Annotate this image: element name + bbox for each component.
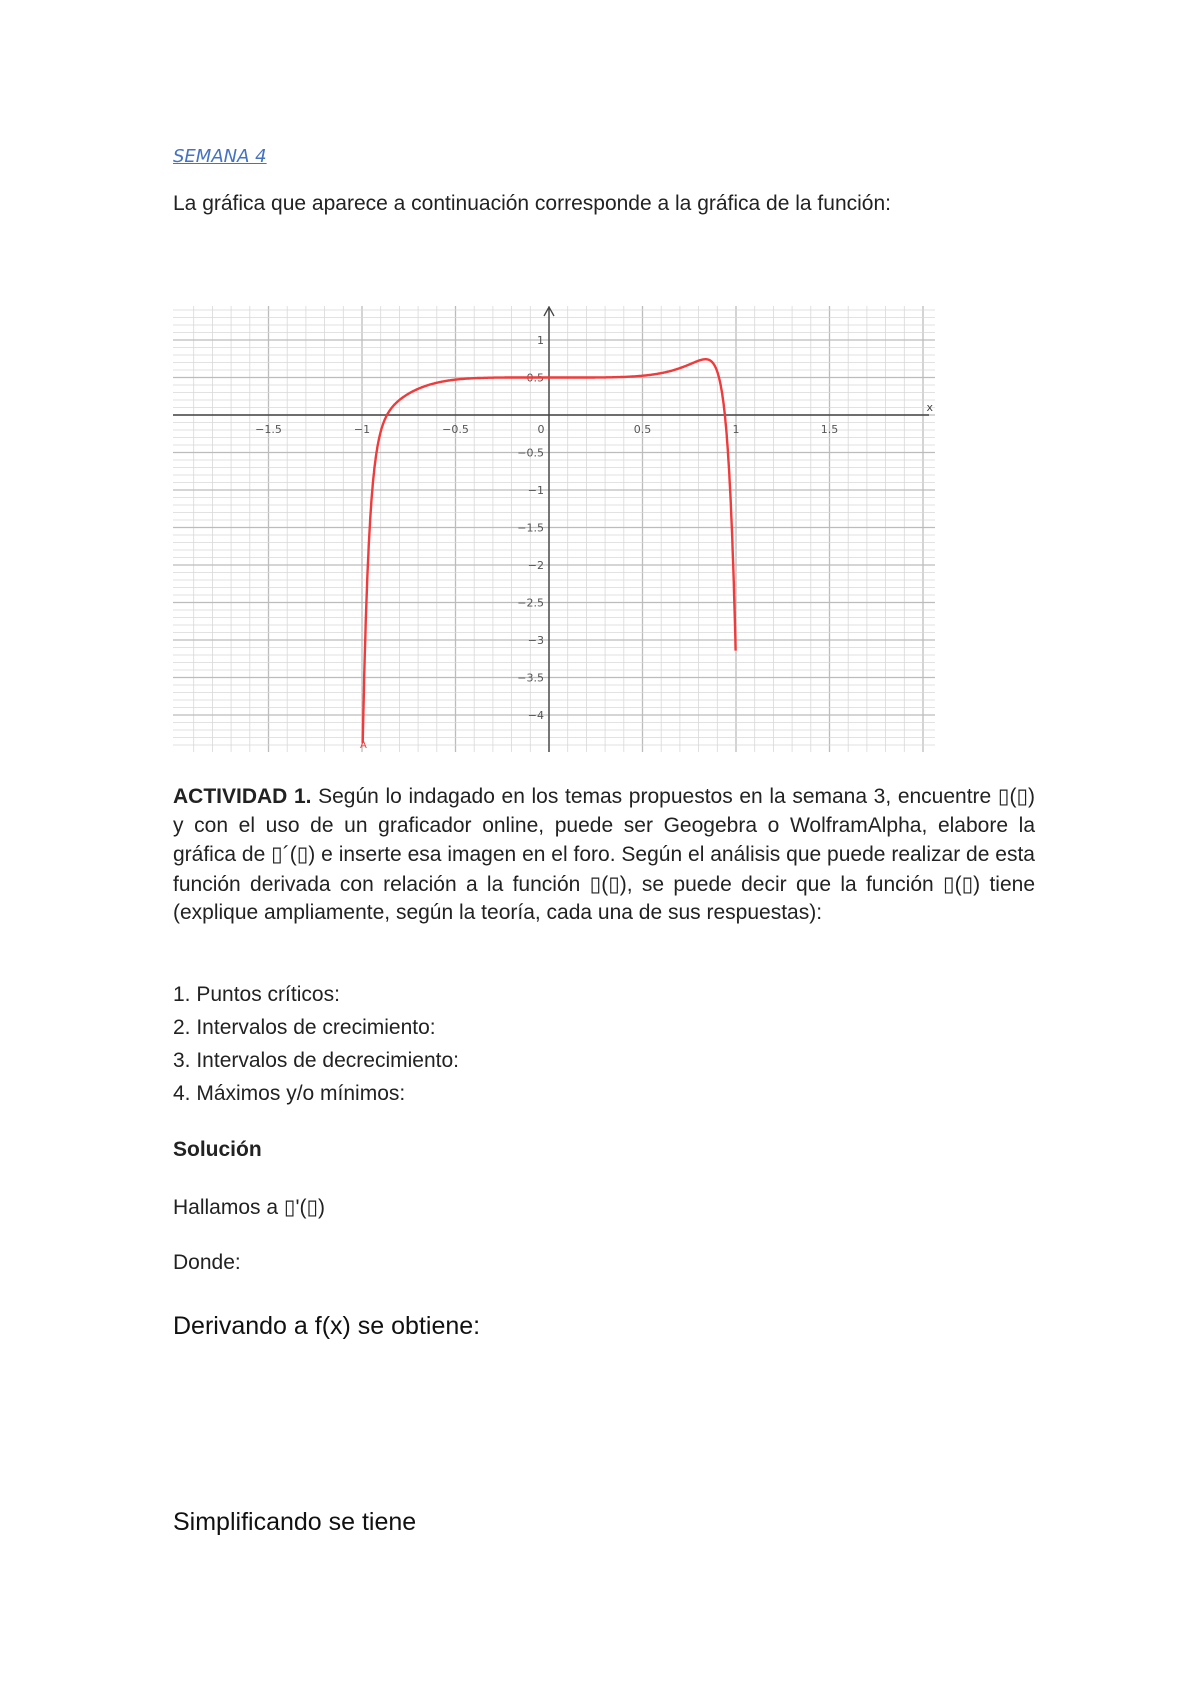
activity-title: ACTIVIDAD 1. [173,785,312,808]
y-tick-label: −3.5 [517,671,544,685]
missing-glyph-icon: ▯ [296,842,309,866]
activity-paragraph: ACTIVIDAD 1. Según lo indagado en los temas propuestos en la semana 3, encuentre ▯(▯) y con el uso de un graficador online, puede ser Geogebra o WolframAlpha, elabore la gráfica de ▯´(▯) e inserte esa imagen en el foro. Según el análisis que puede realizar de esta función derivada con relación a la función ▯(▯), se puede decir que la función ▯(▯) tiene (explique ampliamente, según la teoría, cada una de sus respuestas): [173,784,1035,924]
week-label: SEMANA 4 [173,146,267,167]
missing-glyph-icon: ▯ [997,784,1010,808]
y-tick-label: −1 [527,484,544,497]
activity-prime: ´( [282,843,297,866]
y-tick-label: 0.5 [526,371,544,385]
x-tick-label: −1.5 [255,423,282,436]
activity-text-3: e inserte esa imagen en el foro. Según el análisis que puede realizar de esta función derivada con relación a la función [173,843,1035,896]
y-tick-label: −1.5 [517,521,544,535]
missing-glyph-icon: ▯ [306,1195,319,1219]
question-4: 4. Máximos y/o mínimos: [173,1082,406,1105]
missing-glyph-icon: ▯ [1016,784,1028,808]
derive-heading: Derivando a f(x) se obtiene: [173,1312,481,1340]
y-tick-label: −0.5 [517,446,544,460]
y-tick-label: −2.5 [517,596,544,610]
missing-glyph-icon: ▯ [961,871,974,896]
activity-text-5: tiene (explique ampliamente, según la teoría, cada una de sus respuestas): [173,872,1035,924]
missing-glyph-icon: ▯ [589,871,602,896]
activity-paren-1: ( [1009,785,1017,808]
missing-glyph-icon: ▯ [271,842,283,866]
x-tick-label: 0.5 [633,423,652,436]
y-tick-label: −2 [527,559,544,572]
find-prefix: Hallamos a [173,1196,284,1219]
simplify-heading: Simplificando se tiene [173,1508,417,1536]
where-line: Donde: [173,1251,241,1274]
question-3: 3. Intervalos de decrecimiento: [173,1049,459,1072]
missing-glyph-icon: ▯ [608,871,620,896]
solution-title: Solución [173,1138,262,1161]
intro-text: La gráfica que aparece a continuación corresponde a la gráfica de la función: [173,192,891,215]
activity-text-1: Según lo indagado en los temas propuestos en la semana 3, encuentre [311,785,998,808]
curve-point-label: A [360,740,367,751]
activity-text-2: y con el uso de un graficador online, puede ser Geogebra o WolframAlpha, elabore la gráfica de [173,813,1035,866]
x-tick-label: 1.5 [820,423,839,436]
find-derivative-line: Hallamos a ▯'(▯) [173,1195,326,1219]
activity-text-4: , se puede decir que la función [626,872,944,896]
missing-glyph-icon: ▯ [283,1195,296,1219]
x-axis-label: x [926,401,933,414]
x-tick-label: 1 [732,423,740,436]
y-tick-label: −3 [527,634,544,647]
x-tick-label: 0 [537,423,545,436]
y-tick-label: 1 [537,334,544,347]
function-graph [173,306,935,752]
x-tick-label: −1 [353,423,371,436]
y-tick-label: −4 [527,709,544,722]
x-tick-label: −0.5 [442,423,469,436]
question-1: 1. Puntos críticos: [173,983,340,1006]
missing-glyph-icon: ▯ [943,871,955,896]
question-2: 2. Intervalos de crecimiento: [173,1016,436,1039]
